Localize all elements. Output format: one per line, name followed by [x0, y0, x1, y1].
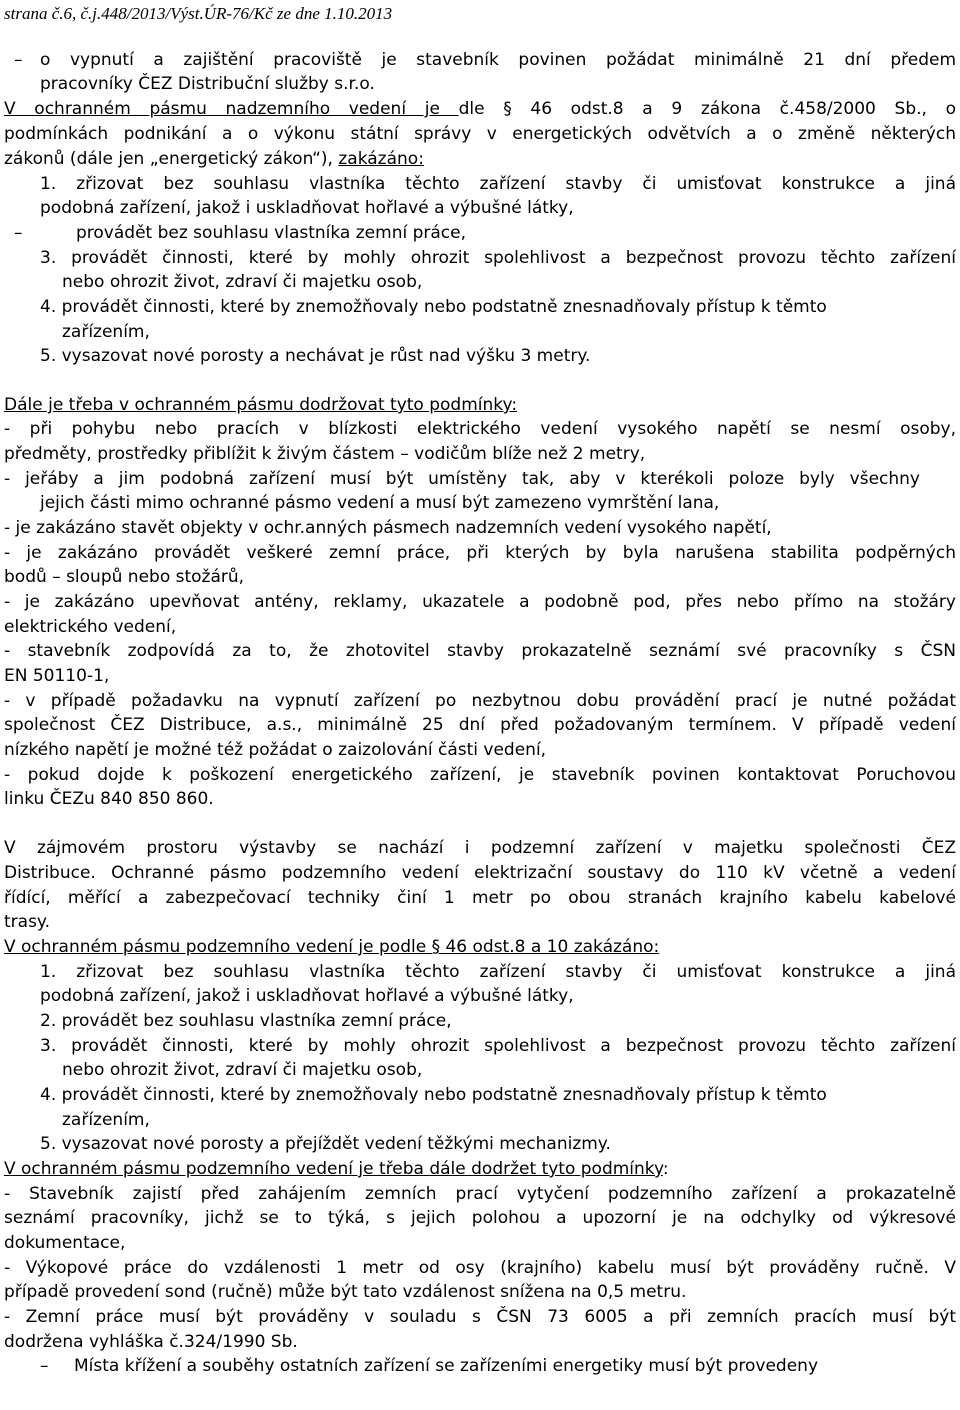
list-item: 2. provádět bez souhlasu vlastníka zemní práce,	[40, 1011, 452, 1031]
list-item-cont: nebo ohrozit život, zdraví či majetku osob,	[62, 1060, 423, 1080]
paragraph-line: řídící, měřící a zabezpečovací techniky činí 1 metr po obou stranách krajního kabelu kabelové	[4, 888, 956, 908]
section-heading-2: V ochranném pásmu podzemního vedení je třeba dále dodržet tyto podmínky:	[4, 1159, 669, 1179]
paragraph-line: - je zakázáno stavět objekty v ochr.anných pásmech nadzemních vedení vysokého napětí,	[4, 518, 772, 538]
list-item: 4. provádět činnosti, které by znemožňovaly nebo podstatně znesnadňovaly přístup k těmto	[40, 1085, 827, 1105]
paragraph-line: předměty, prostředky přiblížit k živým částem – vodičům blíže než 2 metry,	[4, 444, 646, 464]
paragraph-line: bodů – sloupů nebo stožárů,	[4, 567, 245, 587]
paragraph-line: jejich části mimo ochranné pásmo vedení a musí být zamezeno vymrštění lana,	[40, 493, 720, 513]
paragraph-line: - jeřáby a jim podobná zařízení musí být umístěny tak, aby v kterékoli poloze byly všechny	[4, 469, 920, 489]
list-item: Místa křížení a souběhy ostatních zařízení se zařízeními energetiky musí být provedeny	[74, 1356, 818, 1376]
list-bullet: –	[14, 223, 23, 243]
paragraph-line: - Stavebník zajistí před zahájením zemních prací vytyčení podzemního zařízení a prokazatelně	[4, 1184, 956, 1204]
page-header: strana č.6, č.j.448/2013/Výst.ÚR-76/Kč ze dne 1.10.2013	[4, 4, 393, 23]
paragraph-line: EN 50110-1,	[4, 666, 110, 686]
list-item: 5. vysazovat nové porosty a přejíždět vedení těžkými mechanizmy.	[40, 1134, 611, 1154]
paragraph-line: společnost ČEZ Distribuce, a.s., minimálně 25 dní před požadovaným termínem. V případě vedení	[4, 715, 956, 735]
paragraph-line: - Výkopové práce do vzdálenosti 1 metr od osy (krajního) kabelu musí být prováděny ručně. V	[4, 1258, 956, 1278]
list-item-cont: zařízením,	[62, 322, 150, 342]
underlined-text: zakázáno:	[338, 149, 424, 169]
list-item: 1. zřizovat bez souhlasu vlastníka těchto zařízení stavby či umisťovat konstrukce a jiná	[40, 962, 956, 982]
paragraph-line: V zájmovém prostoru výstavby se nachází i podzemní zařízení v majetku společnosti ČEZ	[4, 838, 956, 858]
list-bullet: –	[14, 50, 23, 70]
underlined-text: V ochranném pásmu nadzemního vedení je	[4, 99, 459, 119]
list-item-cont: podobná zařízení, jakož i uskladňovat hořlavé a výbušné látky,	[40, 986, 574, 1006]
list-item: 5. vysazovat nové porosty a nechávat je růst nad výšku 3 metry.	[40, 346, 591, 366]
paragraph-line: podmínkách podnikání a o výkonu státní správy v energetických odvětvích a o změně některých	[4, 124, 956, 144]
list-item-cont: podobná zařízení, jakož i uskladňovat hořlavé a výbušné látky,	[40, 198, 574, 218]
paragraph-line: elektrického vedení,	[4, 617, 177, 637]
paragraph-line: linku ČEZu 840 850 860.	[4, 789, 214, 809]
list-item: o vypnutí a zajištění pracoviště je stavebník povinen požádat minimálně 21 dní předem	[40, 50, 956, 70]
paragraph-line: - při pohybu nebo pracích v blízkosti elektrického vedení vysokého napětí se nesmí osoby,	[4, 419, 956, 439]
list-item-cont: pracovníky ČEZ Distribuční služby s.r.o.	[40, 74, 375, 94]
paragraph-line: nízkého napětí je možné též požádat o zaizolování části vedení,	[4, 740, 547, 760]
paragraph-line: - je zakázáno upevňovat antény, reklamy, ukazatele a podobně pod, přes nebo přímo na stožáry	[4, 592, 956, 612]
paragraph-line: dokumentace,	[4, 1233, 126, 1253]
list-bullet: –	[40, 1356, 49, 1376]
section-heading: V ochranném pásmu podzemního vedení je podle § 46 odst.8 a 10 zakázáno:	[4, 937, 660, 957]
paragraph-line: - Zemní práce musí být prováděny v souladu s ČSN 73 6005 a při zemních pracích musí být	[4, 1307, 956, 1327]
paragraph-line: trasy.	[4, 912, 50, 932]
list-item: 3. provádět činnosti, které by mohly ohrozit spolehlivost a bezpečnost provozu těchto zařízení	[40, 1036, 956, 1056]
paragraph-line: Distribuce. Ochranné pásmo podzemního vedení elektrizační soustavy do 110 kV včetně a vedení	[4, 863, 956, 883]
paragraph-line: zákonů (dále jen „energetický zákon“), zakázáno:	[4, 149, 424, 169]
list-item-cont: zařízením,	[62, 1110, 150, 1130]
paragraph-line: - je zakázáno provádět veškeré zemní práce, při kterých by byla narušena stabilita podpěrných	[4, 543, 956, 563]
paragraph-line: - pokud dojde k poškození energetického zařízení, je stavebník povinen kontaktovat Poruchovou	[4, 765, 956, 785]
list-item: 4. provádět činnosti, které by znemožňovaly nebo podstatně znesnadňovaly přístup k těmto	[40, 297, 827, 317]
paragraph-line: dodržena vyhláška č.324/1990 Sb.	[4, 1332, 298, 1352]
list-item: provádět bez souhlasu vlastníka zemní práce,	[76, 223, 467, 243]
list-item-cont: nebo ohrozit život, zdraví či majetku osob,	[62, 272, 423, 292]
section-heading: Dále je třeba v ochranném pásmu dodržovat tyto podmínky:	[4, 395, 518, 415]
list-item: 3. provádět činnosti, které by mohly ohrozit spolehlivost a bezpečnost provozu těchto zařízení	[40, 248, 956, 268]
paragraph-line: - v případě požadavku na vypnutí zařízení po nezbytnou dobu provádění prací je nutné požádat	[4, 691, 956, 711]
paragraph-line: případě provedení sond (ručně) může být tato vzdálenost snížena na 0,5 metru.	[4, 1282, 687, 1302]
list-item: 1. zřizovat bez souhlasu vlastníka těchto zařízení stavby či umisťovat konstrukce a jiná	[40, 174, 956, 194]
paragraph-line: V ochranném pásmu nadzemního vedení je dle § 46 odst.8 a 9 zákona č.458/2000 Sb., o	[4, 99, 956, 119]
paragraph-line: seznámí pracovníky, jichž se to týká, s jejich polohou a upozorní je na odchylky od výkresové	[4, 1208, 956, 1228]
paragraph-line: - stavebník zodpovídá za to, že zhotovitel stavby prokazatelně seznámí své pracovníky s ČSN	[4, 641, 956, 661]
